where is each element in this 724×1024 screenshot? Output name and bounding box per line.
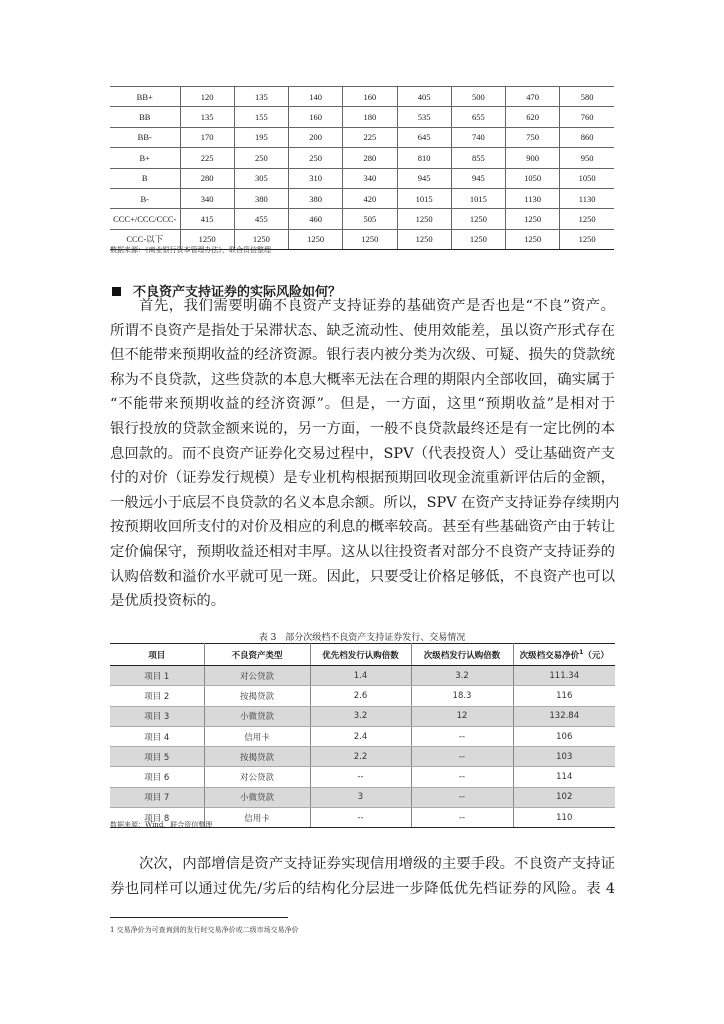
table-cell: 900 <box>506 148 560 168</box>
table-row <box>110 188 614 208</box>
table-cell: 1250 <box>397 229 451 249</box>
table-cell: 750 <box>506 127 560 147</box>
table-cell: 855 <box>451 148 505 168</box>
table-row <box>110 726 615 746</box>
rating-cell: CCC+/CCC/CCC- <box>110 209 180 229</box>
rating-cell: B+ <box>110 148 180 168</box>
table-cell: 620 <box>506 107 560 127</box>
table-cell: 1250 <box>180 229 234 249</box>
column-header: 次级档发行认购倍数 <box>411 644 513 666</box>
table-cell: 250 <box>234 148 288 168</box>
table-cell: 12 <box>411 706 513 726</box>
table-row <box>110 127 614 147</box>
table-cell: 1250 <box>343 229 397 249</box>
table-cell: 500 <box>451 87 505 107</box>
table-cell: 项目 5 <box>110 747 204 767</box>
rating-cell: BB- <box>110 127 180 147</box>
section-heading-text: 不良资产支持证券的实际风险如何？ <box>133 285 342 300</box>
table-cell: 135 <box>180 107 234 127</box>
table-cell: 415 <box>180 209 234 229</box>
table-cell: 小微贷款 <box>204 706 310 726</box>
table-cell: 535 <box>397 107 451 127</box>
table-cell: 225 <box>180 148 234 168</box>
rating-cell: B- <box>110 188 180 208</box>
table-cell: 1015 <box>397 188 451 208</box>
table-cell: 项目 1 <box>110 666 204 686</box>
table-cell: 250 <box>289 148 343 168</box>
table-cell: 135 <box>234 87 288 107</box>
table-cell: 1015 <box>451 188 505 208</box>
table-cell: 140 <box>289 87 343 107</box>
table-row <box>110 666 615 686</box>
table-cell: 420 <box>343 188 397 208</box>
body-paragraph-2 <box>110 852 615 901</box>
text-line: 所谓不良资产是指处于呆滞状态、缺乏流动性、使用效能差，虽以资产形式存在 <box>110 322 615 339</box>
rating-cell: CCC-以下 <box>110 229 180 249</box>
table-cell: 项目 8 <box>110 808 204 828</box>
column-header: 不良资产类型 <box>204 644 310 666</box>
table-cell: 1250 <box>560 209 614 229</box>
table-cell: 580 <box>560 87 614 107</box>
table-cell: 280 <box>180 168 234 188</box>
footnote-ref: 1 <box>579 648 584 656</box>
footnote-divider <box>110 917 288 918</box>
table-cell: 2.6 <box>310 686 411 706</box>
table-row <box>110 787 615 807</box>
table-source-note: 数据来源：《商业银行资本管理办法》，联合资信整理 <box>110 246 271 254</box>
table-cell: 655 <box>451 107 505 127</box>
table-cell: 132.84 <box>513 706 615 726</box>
table-cell: 405 <box>397 87 451 107</box>
rating-cell: BB+ <box>110 87 180 107</box>
column-header: 优先档发行认购倍数 <box>310 644 411 666</box>
table-cell: 280 <box>343 148 397 168</box>
body-paragraph-1 <box>110 294 620 614</box>
table-cell: 项目 7 <box>110 787 204 807</box>
table-cell: 160 <box>343 87 397 107</box>
table-cell: 120 <box>180 87 234 107</box>
table-cell: 1250 <box>451 209 505 229</box>
table-cell: 460 <box>289 209 343 229</box>
table-cell: 340 <box>343 168 397 188</box>
table-cell: 950 <box>560 148 614 168</box>
table-cell: 按揭贷款 <box>204 686 310 706</box>
table-cell: 945 <box>397 168 451 188</box>
risk-weight-table <box>110 86 614 250</box>
table-cell: 信用卡 <box>204 808 310 828</box>
table-cell: 180 <box>343 107 397 127</box>
rating-cell: BB <box>110 107 180 127</box>
table-cell: 1250 <box>234 229 288 249</box>
table-cell: 3.2 <box>310 706 411 726</box>
table-cell: 305 <box>234 168 288 188</box>
table-cell: 1250 <box>451 229 505 249</box>
table-cell: 1250 <box>506 229 560 249</box>
table-cell: 645 <box>397 127 451 147</box>
table-cell: -- <box>310 808 411 828</box>
table-cell: 160 <box>289 107 343 127</box>
table-cell: 810 <box>397 148 451 168</box>
table-cell: 项目 6 <box>110 767 204 787</box>
table-row <box>110 686 615 706</box>
table-cell: 310 <box>289 168 343 188</box>
table-cell: 2.4 <box>310 726 411 746</box>
table-cell: 2.2 <box>310 747 411 767</box>
table-cell: 项目 4 <box>110 726 204 746</box>
table-cell: 对公贷款 <box>204 767 310 787</box>
table-row <box>110 706 615 726</box>
table-cell: 116 <box>513 686 615 706</box>
table-cell: 1130 <box>506 188 560 208</box>
table-cell: 155 <box>234 107 288 127</box>
text-line: 认购倍数和溢价水平就可见一斑。因此，只要受让价格足够低，不良资产也可以 <box>110 568 615 585</box>
table-cell: -- <box>310 767 411 787</box>
table-cell: 1050 <box>560 168 614 188</box>
table-cell: 195 <box>234 127 288 147</box>
table-cell: 1050 <box>506 168 560 188</box>
table-cell: 200 <box>289 127 343 147</box>
footnote: 1 交易净价为可查询到的发行时交易净价或二级市场交易净价 <box>110 926 299 934</box>
table-cell: 102 <box>513 787 615 807</box>
table-row <box>110 87 614 107</box>
table-cell: -- <box>411 747 513 767</box>
table-cell: 380 <box>234 188 288 208</box>
table-row <box>110 767 615 787</box>
table-cell: -- <box>411 787 513 807</box>
table-cell: 1250 <box>397 209 451 229</box>
table-row <box>110 209 614 229</box>
table-cell: 106 <box>513 726 615 746</box>
column-header-text: 次级档交易净价 <box>519 650 580 661</box>
text-line: 次次，内部增信是资产支持证券实现信用增级的主要手段。不良资产支持证 <box>139 856 615 872</box>
table-cell: 项目 3 <box>110 706 204 726</box>
table-cell: 111.34 <box>513 666 615 686</box>
table-cell: 470 <box>506 87 560 107</box>
table-cell: 340 <box>180 188 234 208</box>
text-line: 按预期收回所支付的对价及相应的利息的概率较高。甚至有些基础资产由于转让 <box>110 519 615 536</box>
rating-cell: B <box>110 168 180 188</box>
table-row <box>110 168 614 188</box>
table-source-note: 数据来源：Wind，联合资信整理 <box>110 821 213 829</box>
table-caption: 表 3 部分次级档不良资产支持证券发行、交易情况 <box>258 633 466 643</box>
table-cell: -- <box>411 767 513 787</box>
table-cell: 18.3 <box>411 686 513 706</box>
text-line: 称为不良贷款，这些贷款的本息大概率无法在合理的期限内全部收回，确实属于 <box>110 371 615 388</box>
table-cell: -- <box>411 726 513 746</box>
table-cell: 对公贷款 <box>204 666 310 686</box>
table-cell: 1250 <box>506 209 560 229</box>
table-row <box>110 747 615 767</box>
column-header: 项目 <box>110 644 204 666</box>
table-cell: 3.2 <box>411 666 513 686</box>
text-line: 但不能带来预期收益的经济资源。银行表内被分类为次级、可疑、损失的贷款统 <box>110 347 615 364</box>
table-cell: 项目 2 <box>110 686 204 706</box>
table-row <box>110 148 614 168</box>
table-cell: 740 <box>451 127 505 147</box>
table-cell: 945 <box>451 168 505 188</box>
text-line: 付的对价（证券发行规模）是专业机构根据预期回收现金流重新评估后的金额， <box>110 470 615 487</box>
column-header-unit: （元） <box>583 650 609 661</box>
text-line: 定价偏保守，预期收益还相对丰厚。这从以往投资者对部分不良资产支持证券的 <box>110 543 615 560</box>
table-cell: 455 <box>234 209 288 229</box>
text-line: 息回款的。而不良资产证券化交易过程中，SPV（代表投资人）受让基础资产支 <box>110 445 615 462</box>
table-row <box>110 107 614 127</box>
table-cell: 1250 <box>289 229 343 249</box>
table-cell: 1250 <box>560 229 614 249</box>
table-cell: 按揭贷款 <box>204 747 310 767</box>
table-cell: 信用卡 <box>204 726 310 746</box>
text-line: “不能带来预期收益的经济资源”。但是，一方面，这里“预期收益”是相对于 <box>110 396 615 413</box>
column-header <box>513 644 615 666</box>
text-line: 银行投放的贷款金额来说的，另一方面，一般不良贷款最终还是有一定比例的本 <box>110 420 615 437</box>
table-cell: 1.4 <box>310 666 411 686</box>
table-cell: 170 <box>180 127 234 147</box>
table-cell: 3 <box>310 787 411 807</box>
table-cell: 110 <box>513 808 615 828</box>
table-cell: 380 <box>289 188 343 208</box>
table-cell: 225 <box>343 127 397 147</box>
text-line: 首先，我们需要明确不良资产支持证券的基础资产是否也是“不良”资产。 <box>139 298 615 314</box>
text-line: 一般远小于底层不良贷款的名义本息余额。所以，SPV 在资产支持证券存续期内 <box>110 494 620 511</box>
table-cell: -- <box>411 808 513 828</box>
table-cell: 860 <box>560 127 614 147</box>
table-cell: 114 <box>513 767 615 787</box>
nonperforming-abs-table <box>110 643 615 828</box>
table-cell: 小微贷款 <box>204 787 310 807</box>
table-cell: 103 <box>513 747 615 767</box>
text-line: 是优质投资标的。 <box>110 593 226 610</box>
table-cell: 760 <box>560 107 614 127</box>
table-cell: 505 <box>343 209 397 229</box>
table-cell: 1130 <box>560 188 614 208</box>
text-line: 券也同样可以通过优先/劣后的结构化分层进一步降低优先档证券的风险。表 4 <box>110 880 615 897</box>
